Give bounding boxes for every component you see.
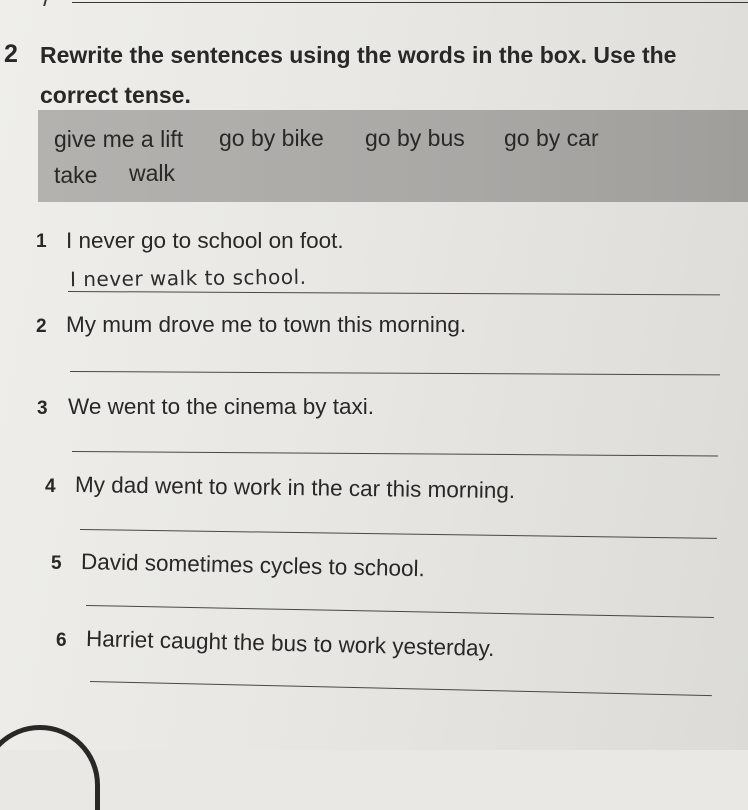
exercise-number: 2 (4, 40, 18, 68)
item-sentence: David sometimes cycles to school. (80, 549, 426, 582)
answer-line[interactable] (80, 529, 717, 539)
item-number: 6 (56, 630, 67, 651)
item-sentence: We went to the cinema by taxi. (68, 394, 374, 419)
item-number: 5 (51, 553, 62, 574)
word-box (38, 110, 748, 202)
answer-line[interactable] (70, 371, 720, 375)
word-box-item: walk (129, 160, 176, 186)
word-box-item: go by bus (365, 125, 465, 151)
item-number: 1 (36, 231, 47, 252)
item-number: 2 (36, 316, 47, 337)
item-number: 3 (37, 398, 48, 419)
answer-line[interactable] (68, 291, 720, 295)
top-rule (72, 2, 748, 3)
word-box-item: take (54, 162, 98, 188)
answer-line[interactable] (90, 681, 712, 696)
answer-line[interactable] (72, 451, 718, 457)
item-sentence: My dad went to work in the car this morning. (74, 472, 516, 504)
item-sentence: Harriet caught the bus to work yesterday. (85, 626, 495, 661)
item-number: 4 (45, 476, 56, 497)
item-sentence: I never go to school on foot. (66, 228, 344, 253)
word-box-item: go by car (504, 125, 599, 151)
word-box-item: go by bike (219, 125, 324, 151)
answer-line[interactable] (86, 605, 714, 618)
word-box-item: give me a lift (54, 126, 184, 152)
page-corner-decoration (0, 725, 100, 810)
item-answer[interactable]: I never walk to school. (69, 264, 307, 292)
exercise-instruction: Rewrite the sentences using the words in the box. Use the correct tense. (40, 42, 677, 108)
top-mark (43, 0, 47, 6)
item-sentence: My mum drove me to town this morning. (66, 312, 467, 337)
